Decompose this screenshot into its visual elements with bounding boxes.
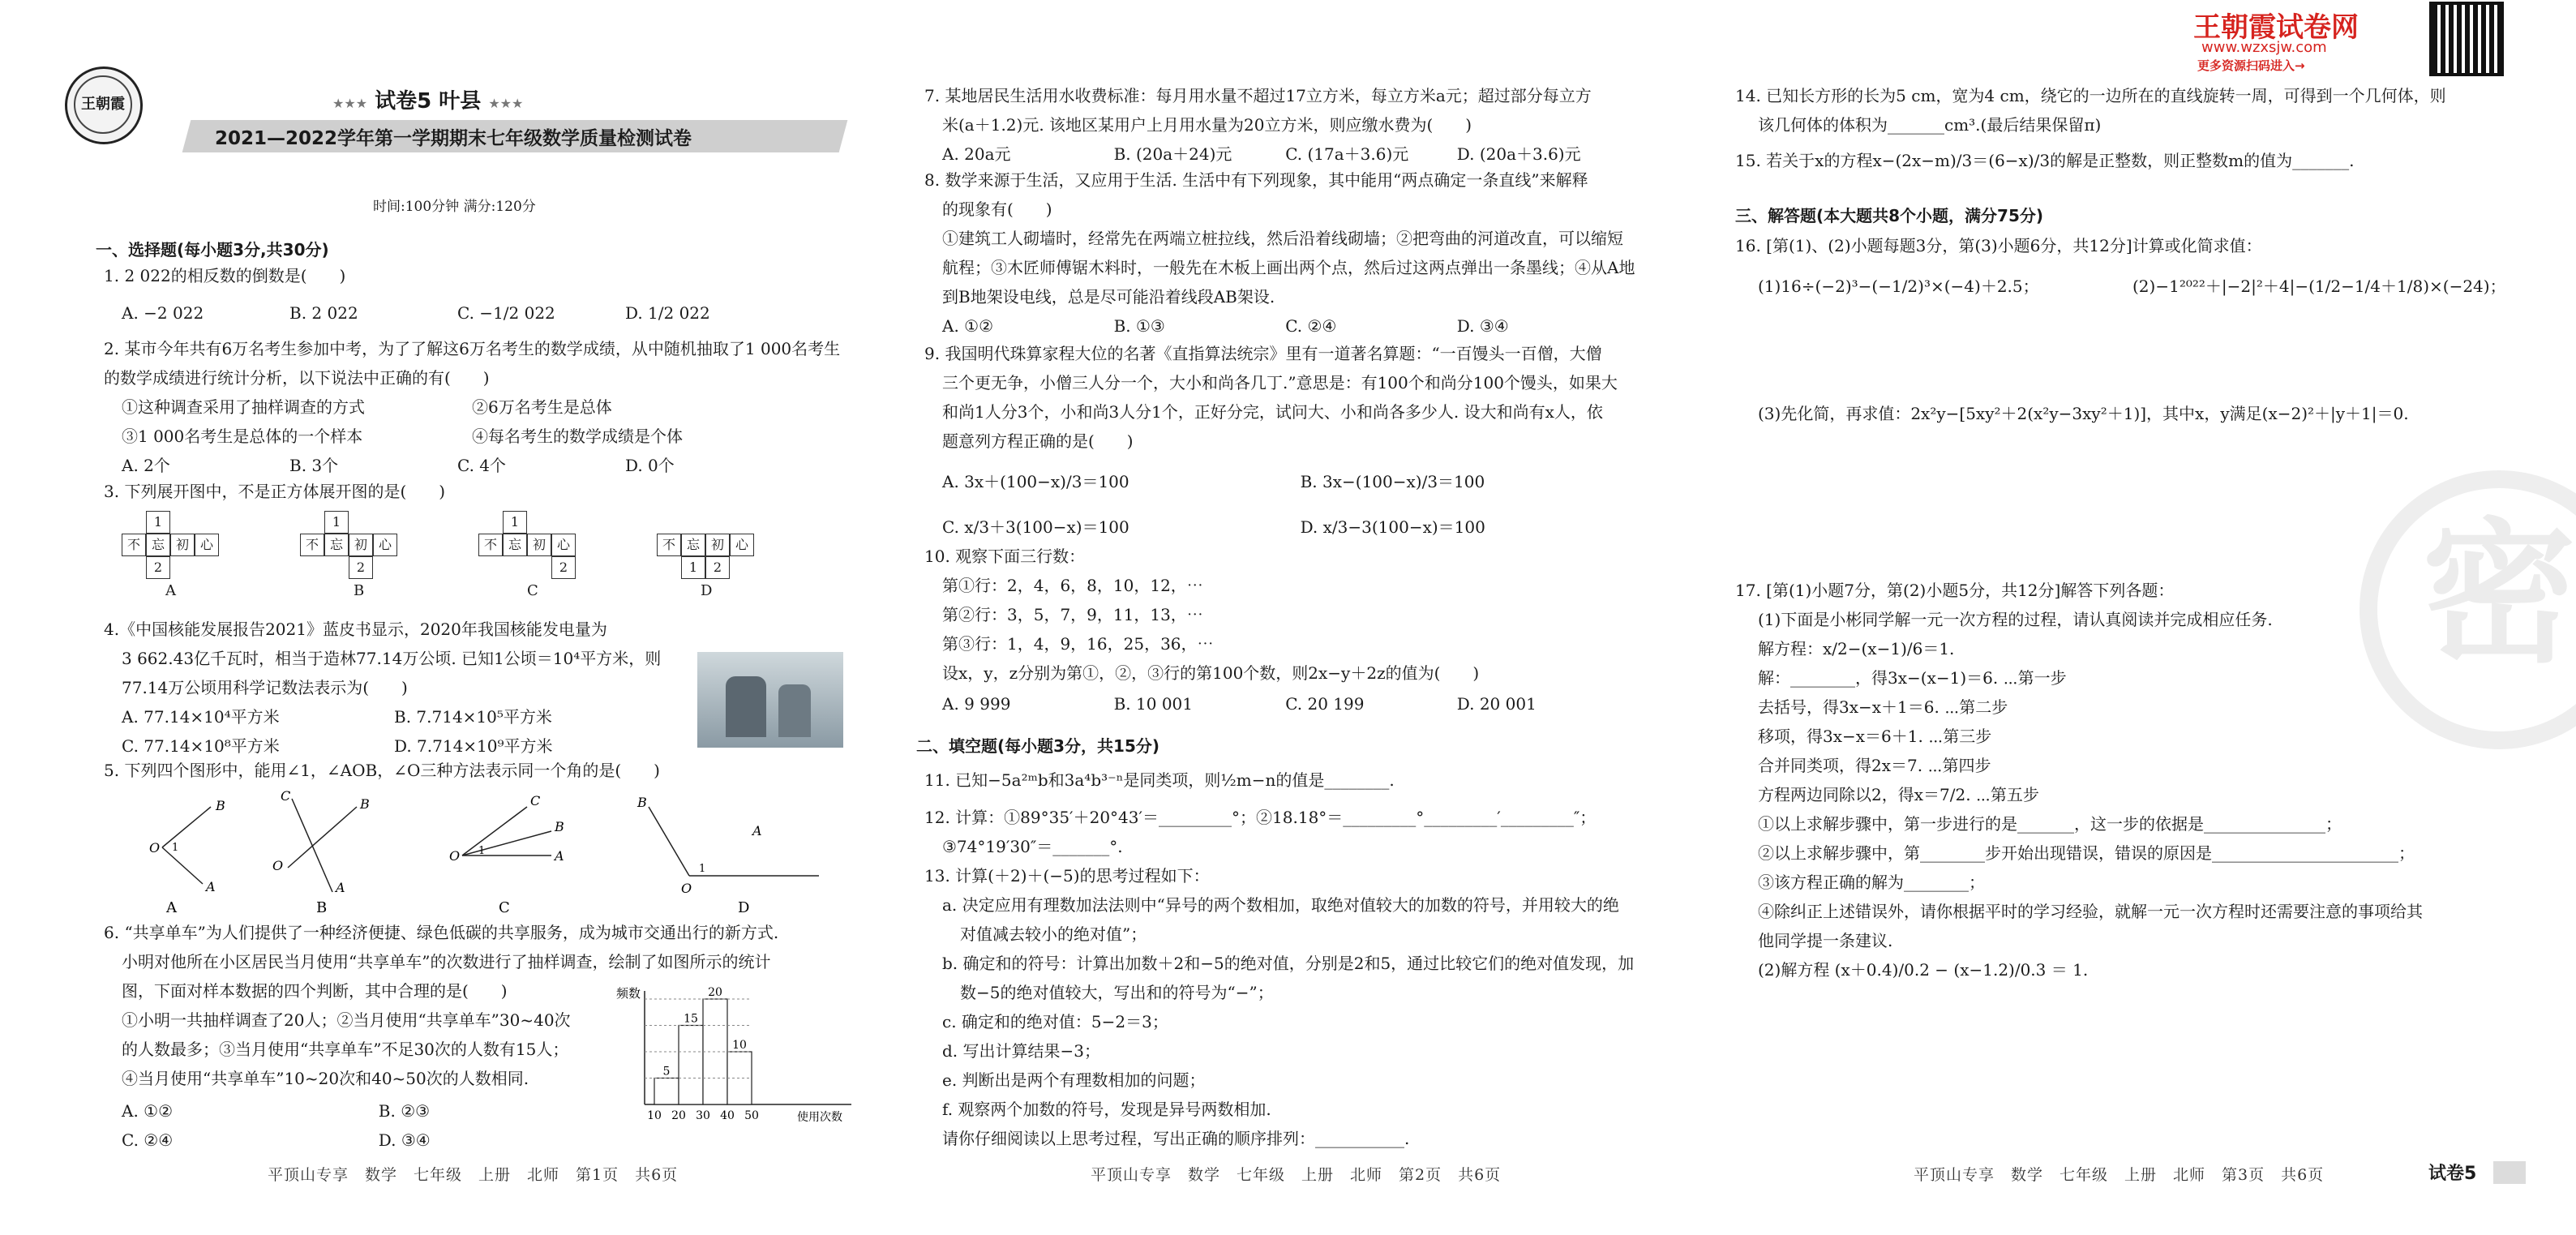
q14 xyxy=(1735,81,2497,139)
q6-s1: ①小明一共抽样调查了20人；②当月使用“共享单车”30~40次 xyxy=(122,1010,571,1030)
net-c-bottom: 2 xyxy=(551,556,576,579)
q8-s3: 到B地架设电线，总是尽可能沿着线段AB架设. xyxy=(942,287,1275,307)
q10-row1: 第①行：2，4，6，8，10，12，⋯ xyxy=(942,576,1203,595)
q6-line1: 6. “共享单车”为人们提供了一种经济便捷、绿色低碳的共享服务，成为城市交通出行的新方式. xyxy=(104,923,779,942)
q10-row3: 第③行：1，4，9，16，25，36，⋯ xyxy=(942,634,1214,654)
q12 xyxy=(924,803,1687,861)
cooling-tower-shape-2 xyxy=(778,684,811,737)
q8-options xyxy=(942,311,1688,341)
q13-a2: 对值减去较小的绝对值”； xyxy=(960,924,1147,944)
q17-p1: (1)下面是小彬同学解一元一次方程的过程，请认真阅读并完成相应任务. xyxy=(1758,610,2273,629)
net-d-label: D xyxy=(701,582,713,599)
q8-s2: 航程；③木匠师傅锯木料时，一般先在木板上画出两个点，然后过这两点弹出一条墨线；④从A地 xyxy=(942,258,1635,277)
q8-option-c: C. ②④ xyxy=(1285,316,1337,336)
q16-part3: (3)先化简，再求值：2x²y−[5xy²＋2(x²y−3xy²＋1)]，其中x，y满足(x−2)²＋|y＋1|＝0. xyxy=(1758,404,2409,423)
net-a-c3: 初 xyxy=(170,534,195,556)
bar-value-label: 5 xyxy=(662,1065,671,1078)
q13-line1: 13. 计算(＋2)＋(−5)的思考过程如下： xyxy=(924,866,1210,886)
q9-options xyxy=(942,459,1688,550)
nuclear-plant-image xyxy=(697,652,843,748)
page-column-2 xyxy=(916,0,1691,1235)
q1-option-a: A. −2 022 xyxy=(122,303,204,323)
watermark-seal: 密 xyxy=(2360,470,2576,749)
q6-histogram xyxy=(612,983,859,1129)
q9-line1: 9. 我国明代珠算家程大位的名著《直指算法统宗》里有一道著名算题：“一百馒头一百僧，大僧 xyxy=(924,344,1602,363)
q10-line5: 设x，y，z分别为第①，②，③行的第100个数，则2x−y＋2z的值为( ) xyxy=(942,663,1480,683)
net-b-c4: 心 xyxy=(373,534,397,556)
pt-a2: A xyxy=(336,880,345,895)
net-c-c4: 心 xyxy=(551,534,576,556)
q13-b2: 数−5的绝对值较大，写出和的符号为“−”； xyxy=(960,983,1274,1002)
y-axis-label: 频数 xyxy=(616,986,641,1001)
section-3-title: 三、解答题(本大题共8个小题，满分75分) xyxy=(1735,206,2044,225)
q10-stem xyxy=(924,542,1687,688)
q2-option-d: D. 0个 xyxy=(625,456,675,475)
pt-o: O xyxy=(149,840,161,855)
net-b-top: 1 xyxy=(324,511,349,534)
q9-stem xyxy=(924,339,1687,456)
net-d-b1: 1 xyxy=(681,556,705,579)
q1-option-d: D. 1/2 022 xyxy=(625,303,710,323)
q7-option-d: D. (20a＋3.6)元 xyxy=(1456,144,1581,164)
q17-t3: ③该方程正确的解为________； xyxy=(1758,873,1985,892)
footer-page-3: 平顶山专享 数学 七年级 上册 北师 第3页 共6页 xyxy=(1914,1166,2325,1184)
histogram-bar xyxy=(679,1026,703,1105)
q9-option-d: D. x/3−3(100−x)＝100 xyxy=(1300,517,1485,537)
net-d-c4: 心 xyxy=(730,534,754,556)
q2-option-a: A. 2个 xyxy=(122,456,170,475)
q4-option-d: D. 7.714×10⁹平方米 xyxy=(394,736,553,756)
pt-c3: C xyxy=(530,793,541,808)
q3-nets xyxy=(122,511,851,608)
net-d-c3: 初 xyxy=(705,534,730,556)
histogram-bar xyxy=(654,1078,679,1105)
pt-o2: O xyxy=(272,858,284,873)
net-a-c4: 心 xyxy=(195,534,219,556)
net-c-c3: 初 xyxy=(527,534,551,556)
q17-s4: 合并同类项，得2x＝7. ⋯第四步 xyxy=(1758,756,1991,775)
brand-url: www.wzxsjw.com xyxy=(2201,39,2327,56)
q14-line1: 14. 已知长方形的长为5 cm，宽为4 cm，绕它的一边所在的直线旋转一周，可得到一个几何体，则 xyxy=(1735,86,2446,105)
time-info: 时间:100分钟 满分:120分 xyxy=(373,199,536,215)
net-d-c1: 不 xyxy=(657,534,681,556)
q8-option-a: A. ①② xyxy=(942,316,994,336)
q17-p2: (2)解方程 (x＋0.4)/0.2 − (x−1.2)/0.3 ＝ 1. xyxy=(1758,960,2089,980)
page-column-1 xyxy=(81,0,851,1235)
net-c-c1: 不 xyxy=(478,534,503,556)
q4-options xyxy=(122,702,689,761)
q6-option-a: A. ①② xyxy=(122,1101,174,1121)
q1-option-b: B. 2 022 xyxy=(289,303,358,323)
cooling-tower-shape xyxy=(726,676,766,737)
q7-line1: 7. 某地居民生活用水收费标准：每月用水量不超过17立方米，每立方米a元；超过部分每立方 xyxy=(924,86,1592,105)
q13-f: f. 观察两个加数的符号，发现是异号两数相加. xyxy=(942,1100,1271,1119)
q7-option-c: C. (17a＋3.6)元 xyxy=(1285,144,1409,164)
q2-option-c: C. 4个 xyxy=(457,456,507,475)
exam-subtitle: 2021—2022学年第一学期期末七年级数学质量检测试卷 xyxy=(215,128,692,149)
q2-statements xyxy=(122,392,851,451)
q12-line2: ③74°19′30″＝_______°. xyxy=(942,837,1123,856)
q2-options xyxy=(122,451,851,480)
bar-value-label: 20 xyxy=(708,986,722,999)
q17-s1: 解：________，得3x−(x−1)＝6. ⋯第一步 xyxy=(1758,668,2067,688)
q16-part2: (2)−1²⁰²²＋|−2|²＋4|−(1/2−1/4＋1/8)×(−24)； xyxy=(2132,277,2506,296)
q17-t2: ②以上求解步骤中，第________步开始出现错误，错误的原因是_______________________； xyxy=(1758,843,2415,863)
pt-a: A xyxy=(206,879,216,894)
q17-s3: 移项，得3x−x＝6＋1. ⋯第三步 xyxy=(1758,727,1992,746)
q1-stem: 1. 2 022的相反数的倒数是( ) xyxy=(104,266,346,285)
q10-option-d: D. 20 001 xyxy=(1456,694,1537,714)
q7-line2: 米(a＋1.2)元. 该地区某用户上月用水量为20立方米，则应缴水费为( ) xyxy=(942,115,1472,135)
q3-stem: 3. 下列展开图中，不是正方体展开图的是( ) xyxy=(104,482,446,501)
x-tick-label: 40 xyxy=(720,1109,735,1122)
q2-s1: ①这种调查采用了抽样调查的方式 xyxy=(122,397,365,417)
q16 xyxy=(1735,231,2514,260)
page-column-3 xyxy=(1735,0,2576,1235)
q6-option-b: B. ②③ xyxy=(378,1101,431,1121)
q4-option-a: A. 77.14×10⁴平方米 xyxy=(122,707,280,727)
net-a-c2: 忘 xyxy=(146,534,170,556)
q6-option-c: C. ②④ xyxy=(122,1130,174,1150)
q17-eq: 解方程：x/2−(x−1)/6＝1. xyxy=(1758,639,1955,658)
q17 xyxy=(1735,576,2514,984)
net-a-top: 1 xyxy=(146,511,170,534)
net-d-c2: 忘 xyxy=(681,534,705,556)
q5-figure-c xyxy=(449,793,564,916)
q6-options xyxy=(122,1096,657,1155)
section-1-title: 一、选择题(每小题3分,共30分) xyxy=(96,240,329,259)
q5-label-c: C xyxy=(499,899,510,916)
paper-title: 试卷5 叶县 xyxy=(375,89,482,114)
q4-option-b: B. 7.714×10⁵平方米 xyxy=(394,707,552,727)
q13-a1: a. 决定应用有理数加法法则中“异号的两个数相加，取绝对值较大的加数的符号，并用较大的绝 xyxy=(942,895,1619,915)
net-d-b2: 2 xyxy=(705,556,730,579)
net-b-c1: 不 xyxy=(300,534,324,556)
paper-tag: 试卷5 xyxy=(2428,1164,2477,1184)
angle-1c: 1 xyxy=(478,845,486,857)
stars-left: ★★★ xyxy=(332,96,368,111)
q9-option-c: C. x/3＋3(100−x)＝100 xyxy=(942,517,1129,537)
brand-tagline: 更多资源扫码进入→ xyxy=(2197,58,2305,73)
q13-e: e. 判断出是两个有理数相加的问题； xyxy=(942,1070,1206,1090)
footer-page-1: 平顶山专享 数学 七年级 上册 北师 第1页 共6页 xyxy=(268,1166,679,1184)
q5-label-a: A xyxy=(166,899,177,916)
qr-code[interactable] xyxy=(2432,5,2501,73)
q16-part1: (1)16÷(−2)³−(−1/2)³×(−4)＋2.5； xyxy=(1758,277,2039,296)
q10-row2: 第②行：3，5，7，9，11，13，⋯ xyxy=(942,605,1203,624)
q12-line1: 12. 计算：①89°35′＋20°43′＝_________°；②18.18°＝_________°_________′_________″； xyxy=(924,808,1597,827)
q4-line2: 3 662.43亿千瓦时，相当于造林77.14万公顷. 已知1公顷＝10⁴平方米，则 xyxy=(122,649,662,668)
angle-1d: 1 xyxy=(699,863,706,875)
q13-b1: b. 确定和的符号：计算出加数＋2和−5的绝对值，分别是2和5，通过比较它们的绝对值发现，加 xyxy=(942,954,1635,973)
q11: 11. 已知−5a²ᵐb和3a⁴b³⁻ⁿ是同类项，则½m−n的值是________. xyxy=(924,770,1395,790)
x-tick-label: 30 xyxy=(696,1109,710,1122)
net-a-label: A xyxy=(165,582,176,599)
angle-1: 1 xyxy=(172,842,179,854)
q1-option-c: C. −1/2 022 xyxy=(457,303,555,323)
q13-d: d. 写出计算结果−3； xyxy=(942,1041,1100,1061)
q10-option-b: B. 10 001 xyxy=(1113,694,1193,714)
bar-value-label: 15 xyxy=(684,1012,698,1026)
q17-t4: ④除纠正上述错误外，请你根据平时的学习经验，就解一元一次方程时还需要注意的事项给其 xyxy=(1758,902,2423,921)
pt-o3: O xyxy=(449,848,461,864)
pt-o4: O xyxy=(681,881,692,896)
net-b-c2: 忘 xyxy=(324,534,349,556)
q5-figure-b xyxy=(272,791,370,916)
q6-option-d: D. ③④ xyxy=(378,1130,431,1150)
pt-b2: B xyxy=(360,796,370,812)
q10-option-a: A. 9 999 xyxy=(942,694,1011,714)
footer-page-2: 平顶山专享 数学 七年级 上册 北师 第2页 共6页 xyxy=(1091,1166,1502,1184)
pt-c: C xyxy=(281,791,291,804)
stars-right: ★★★ xyxy=(488,96,524,111)
q5-angle-figures xyxy=(122,791,851,920)
section-2-title: 二、填空题(每小题3分，共15分) xyxy=(916,736,1160,756)
paper-title-line xyxy=(332,84,523,114)
q6-line3: 图，下面对样本数据的四个判断，其中合理的是( ) xyxy=(122,981,508,1001)
q8-s1: ①建筑工人砌墙时，经常先在两端立桩拉线，然后沿着线砌墙；②把弯曲的河道改直，可以缩短 xyxy=(942,229,1623,248)
net-b-bottom: 2 xyxy=(349,556,373,579)
q9-line3: 和尚1人分3个，小和尚3人分1个，正好分完，试问大、小和尚各多少人. 设大和尚有x人，依 xyxy=(942,402,1603,422)
q8-stem xyxy=(924,165,1687,311)
q10-line1: 10. 观察下面三行数： xyxy=(924,547,1086,566)
q13-c: c. 确定和的绝对值：5−2＝3； xyxy=(942,1012,1168,1031)
net-a-c1: 不 xyxy=(122,534,146,556)
q17-t5: 他同学提一条建议. xyxy=(1758,931,1893,950)
q2-s2: ②6万名考生是总体 xyxy=(472,397,612,417)
net-a-bottom: 2 xyxy=(146,556,170,579)
brand-name: 王朝霞试卷网 xyxy=(2193,11,2359,44)
q13 xyxy=(924,861,1691,1153)
logo-seal xyxy=(65,66,143,144)
q10-option-c: C. 20 199 xyxy=(1285,694,1365,714)
pt-b4: B xyxy=(637,795,647,810)
net-c-top: 1 xyxy=(503,511,527,534)
q2-s3: ③1 000名考生是总体的一个样本 xyxy=(122,427,363,446)
q2-s4: ④每名考生的数学成绩是个体 xyxy=(472,427,683,446)
q2-option-b: B. 3个 xyxy=(289,456,339,475)
net-b-label: B xyxy=(354,582,365,599)
q9-option-a: A. 3x＋(100−x)/3＝100 xyxy=(942,472,1129,491)
q14-line2: 该几何体的体积为_______cm³.(最后结果保留π) xyxy=(1758,115,2102,135)
bar-value-label: 10 xyxy=(732,1039,747,1052)
x-tick-label: 10 xyxy=(647,1109,662,1122)
q5-figure-a xyxy=(149,798,225,916)
q9-line2: 三个更无争，小僧三人分一个，大小和尚各几丁.”意思是：有100个和尚分100个馒头，如果大 xyxy=(942,373,1618,392)
q5-label-b: B xyxy=(316,899,328,916)
q6-statements xyxy=(122,1006,641,1093)
q9-option-b: B. 3x−(100−x)/3＝100 xyxy=(1300,472,1485,491)
q4-line3: 77.14万公顷用科学记数法表示为( ) xyxy=(122,678,408,697)
q9-line4: 题意列方程正确的是( ) xyxy=(942,431,1134,451)
q7-options xyxy=(942,139,1688,169)
x-axis-label: 使用次数 xyxy=(797,1111,842,1124)
q2-stem: 2. 某市今年共有6万名考生参加中考，为了了解这6万名考生的数学成绩，从中随机抽取了1 000名考生的数学成绩进行统计分析，以下说法中正确的有( ) xyxy=(104,339,841,388)
net-c-label: C xyxy=(527,582,538,599)
q7-option-b: B. (20a＋24)元 xyxy=(1113,144,1232,164)
q17-s5: 方程两边同除以2，得x＝7/2. ⋯第五步 xyxy=(1758,785,2039,804)
pt-b3: B xyxy=(555,819,564,834)
q1-options xyxy=(122,298,851,328)
q8-line2: 的现象有( ) xyxy=(942,199,1052,219)
q17-t1: ①以上求解步骤中，第一步进行的是_______，这一步的依据是_______________； xyxy=(1758,814,2342,834)
q8-option-b: B. ①③ xyxy=(1113,316,1165,336)
pt-a4: A xyxy=(752,823,762,838)
pt-b: B xyxy=(216,798,225,813)
q7-stem xyxy=(924,81,1687,139)
q17-s2: 去括号，得3x−x＋1＝6. ⋯第二步 xyxy=(1758,697,2008,717)
logo-text: 王朝霞 xyxy=(74,75,132,134)
q4-option-c: C. 77.14×10⁸平方米 xyxy=(122,736,280,756)
q5-stem: 5. 下列四个图形中，能用∠1，∠AOB，∠O三种方法表示同一个角的是( ) xyxy=(104,761,660,780)
net-c-c2: 忘 xyxy=(503,534,527,556)
q6-line2: 小明对他所在小区居民当月使用“共享单车”的次数进行了抽样调查，绘制了如图所示的统计 xyxy=(122,952,771,971)
q4-line1: 4.《中国核能发展报告2021》蓝皮书显示，2020年我国核能发电量为 xyxy=(104,620,607,639)
q15: 15. 若关于x的方程x−(2x−m)/3＝(6−x)/3的解是正整数，则正整数m的值为_______. xyxy=(1735,151,2355,170)
q5-figure-d xyxy=(636,795,819,916)
q6-s3: ④当月使用“共享单车”10~20次和40~50次的人数相同. xyxy=(122,1069,529,1088)
q5-label-d: D xyxy=(738,899,750,916)
q16-line1: 16. [第(1)、(2)小题每题3分，第(3)小题6分，共12分]计算或化简求值： xyxy=(1735,236,2262,255)
q6-s2: 的人数最多；③当月使用“共享单车”不足30次的人数有15人； xyxy=(122,1040,569,1059)
paper-tag-bar xyxy=(2493,1161,2526,1184)
x-tick-label: 50 xyxy=(744,1109,759,1122)
pt-a3: A xyxy=(555,848,564,864)
x-tick-label: 20 xyxy=(671,1109,686,1122)
q8-line1: 8. 数学来源于生活，又应用于生活. 生活中有下列现象，其中能用“两点确定一条直线”来解释 xyxy=(924,170,1588,190)
q10-options xyxy=(942,689,1688,718)
q8-option-d: D. ③④ xyxy=(1456,316,1509,336)
q13-g: 请你仔细阅读以上思考过程，写出正确的顺序排列：___________. xyxy=(942,1129,1410,1148)
q7-option-a: A. 20a元 xyxy=(942,144,1011,164)
net-b-c3: 初 xyxy=(349,534,373,556)
q17-line1: 17. [第(1)小题7分，第(2)小题5分，共12分]解答下列各题： xyxy=(1735,581,2175,600)
